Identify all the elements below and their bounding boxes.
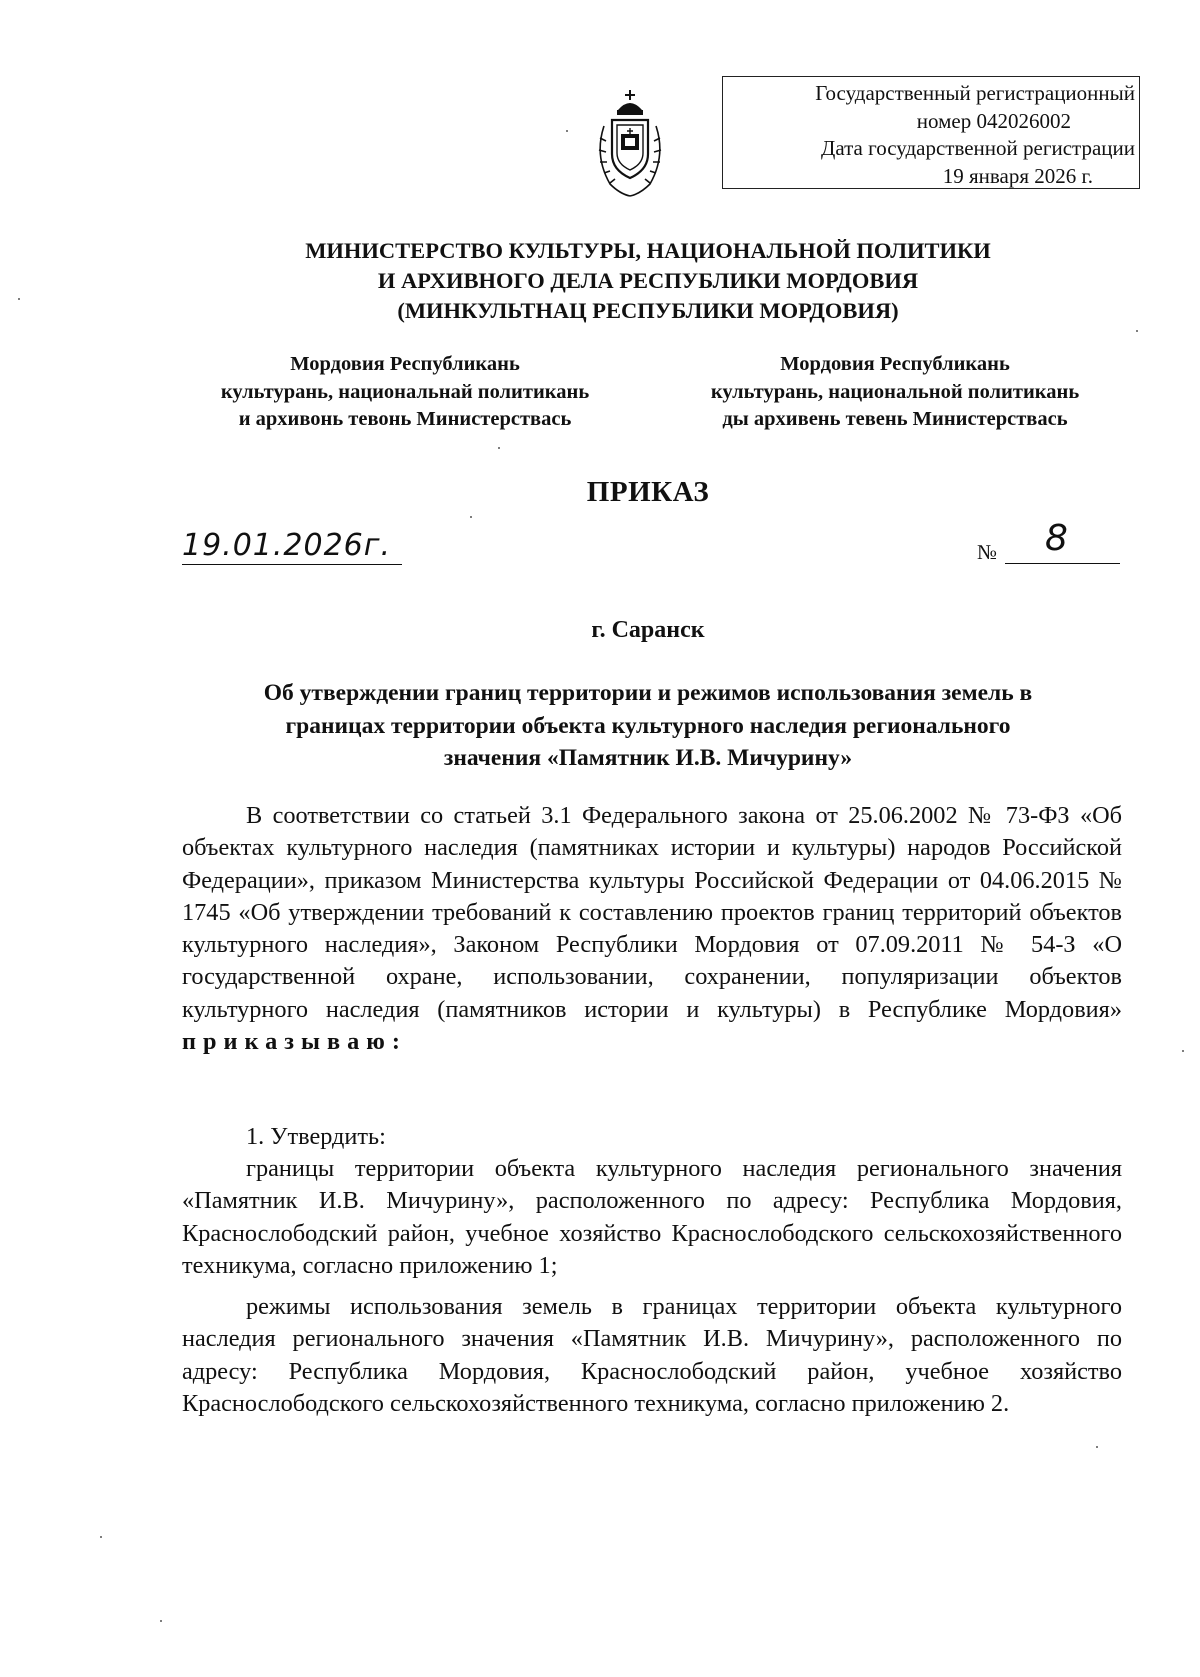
item-1b-paragraph: режимы использования земель в границах территории объекта культурного наследия регионального значения «Памятник И.В. Мичурину», расположенного по адресу: Республика Мордовия, Краснослободский район, учебное хозяйство Краснослободского сельскохозяйственного техникума, согласно приложению 2.: [182, 1293, 1122, 1417]
preamble-paragraph: [182, 800, 1122, 1058]
scan-speck: [1182, 1050, 1184, 1052]
number-sign: №: [977, 540, 998, 564]
ministry-line-1: МИНИСТЕРСТВО КУЛЬТУРЫ, НАЦИОНАЛЬНОЙ ПОЛИТИКИ: [305, 238, 991, 263]
erzya-line-1: Мордовия Республикань: [780, 353, 1010, 375]
scan-speck: [160, 1620, 162, 1622]
moksha-line-2: культурань, национальнай политикань: [220, 380, 590, 403]
scan-speck: [100, 1536, 102, 1538]
title-line-3: значения «Памятник И.В. Мичурину»: [443, 745, 853, 771]
order-title: [0, 677, 1200, 775]
erzya-line-3: ды архивень тевень Министерствась: [722, 408, 1068, 430]
registration-line-4: 19 января 2026 г.: [942, 163, 1093, 188]
scan-speck: [470, 516, 472, 518]
scan-speck: [18, 298, 20, 300]
order-date: 19.01.2026г.: [182, 528, 392, 563]
ministry-line-2: И АРХИВНОГО ДЕЛА РЕСПУБЛИКИ МОРДОВИЯ: [377, 268, 919, 293]
scan-speck: [1136, 330, 1138, 332]
ministry-line-3: (МИНКУЛЬТНАЦ РЕСПУБЛИКИ МОРДОВИЯ): [397, 298, 899, 323]
scan-speck: [566, 130, 568, 132]
erzya-line-2: культурань, национальной политикань: [710, 380, 1080, 403]
ministry-name-moksha: [170, 351, 640, 434]
registration-line-1: Государственный регистрационный: [815, 81, 1135, 105]
order-city: г. Саранск: [591, 617, 705, 643]
moksha-line-3: и архивонь тевонь Министерствась: [238, 408, 572, 430]
preamble-text: В соответствии со статьей 3.1 Федерального закона от 25.06.2002 № 73-ФЗ «Об объектах культурного наследия (памятниках истории и культуры) народов Российской Федерации», приказом Министерства культуры Российской Федерации от 04.06.2015 № 1745 «Об утверждении требований к составлению проектов границ территорий объектов культурного наследия», Законом Республики Мордовия от 07.09.2011 № 54-З «О государственной охране, использовании, сохранении, популяризации объектов культурного наследия (памятников истории и культуры) в Республике Мордовия»: [182, 802, 1122, 1023]
registration-line-3: Дата государственной регистрации: [821, 136, 1135, 160]
item-1a-paragraph: границы территории объекта культурного наследия регионального значения «Памятник И.В. Мичурину», расположенного по адресу: Республика Мордовия, Краснослободский район, учебное хозяйство Краснослободского сельскохозяйственного техникума, согласно приложению 1;: [182, 1155, 1122, 1279]
coat-of-arms-icon: [590, 88, 670, 200]
title-line-1: Об утверждении границ территории и режимов использования земель в: [263, 680, 1033, 706]
moksha-line-1: Мордовия Республикань: [290, 353, 520, 375]
registration-stamp: [722, 76, 1140, 189]
scan-speck: [1096, 1446, 1098, 1448]
order-number: 8: [1045, 518, 1068, 559]
order-heading: ПРИКАЗ: [586, 476, 710, 508]
title-line-2: границах территории объекта культурного наследия регионального: [285, 712, 1011, 739]
ministry-name-erzya: [670, 351, 1120, 434]
scan-speck: [498, 447, 500, 449]
order-word: приказываю:: [182, 1028, 407, 1056]
ministry-header: [0, 236, 1200, 326]
registration-line-2: номер 042026002: [916, 108, 1071, 133]
item-1-heading: 1. Утвердить:: [246, 1123, 386, 1150]
